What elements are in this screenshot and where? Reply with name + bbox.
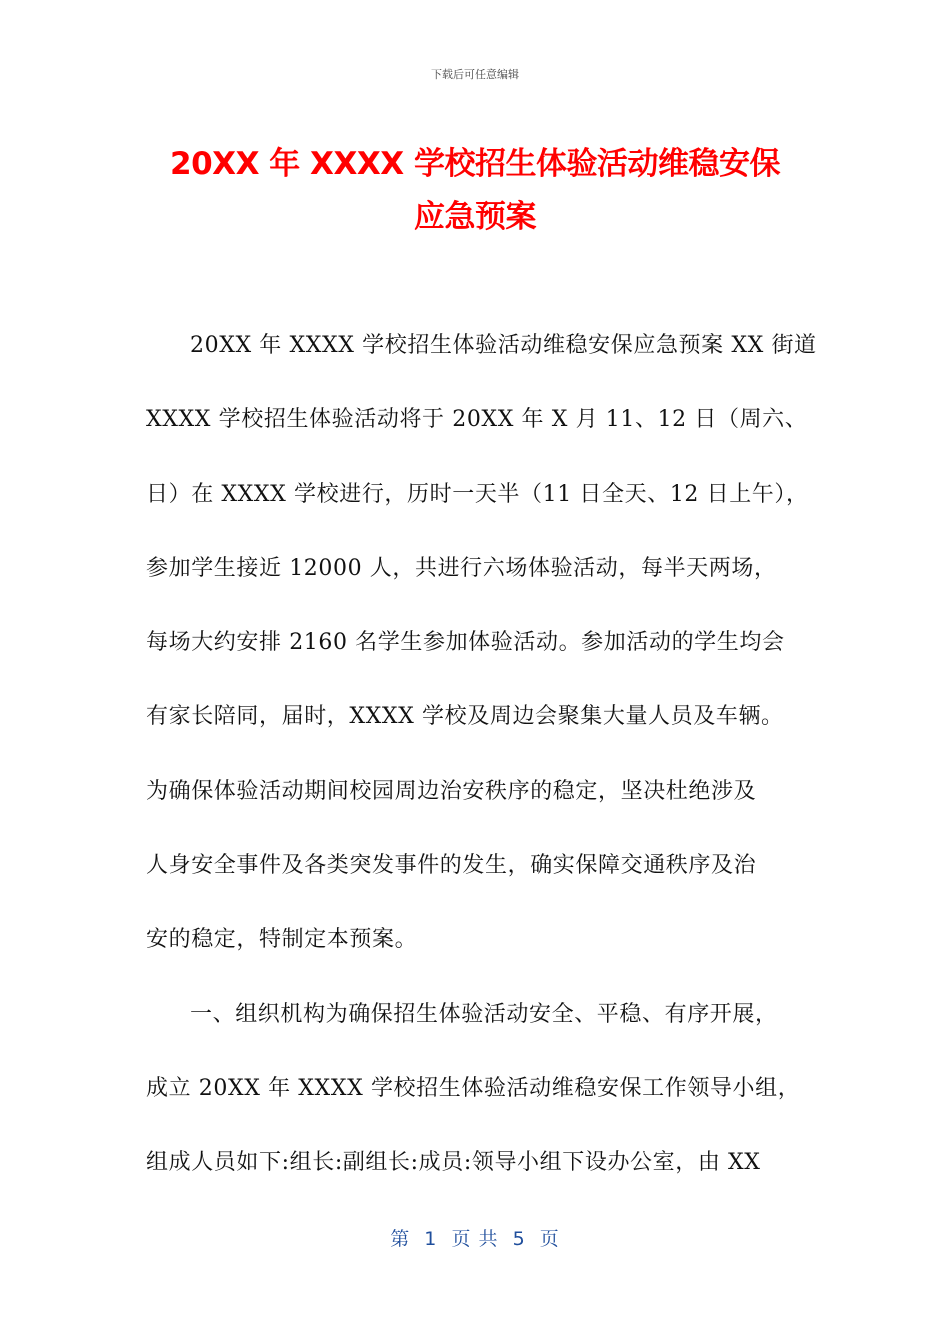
title-line-2: 应急预案 — [414, 199, 536, 235]
body-line: 20XX 年 XXXX 学校招生体验活动维稳安保应急预案 XX 街道 — [190, 333, 817, 358]
body-line: 安的稳定，特制定本预案。 — [146, 927, 418, 953]
title-line-1: 20XX 年 XXXX 学校招生体验活动维稳安保 — [170, 146, 780, 182]
body-line: 有家长陪同，届时，XXXX 学校及周边会聚集大量人员及车辆。 — [146, 704, 784, 730]
body-line: 成立 20XX 年 XXXX 学校招生体验活动维稳安保工作领导小组， — [146, 1075, 801, 1101]
download-note: 下载后可任意编辑 — [431, 68, 519, 81]
document-title — [130, 138, 820, 244]
body-line: 组成人员如下:组长:副组长:成员:领导小组下设办公室，由 XX — [146, 1150, 761, 1176]
body-line: 人身安全事件及各类突发事件的发生，确实保障交通秩序及治 — [146, 853, 757, 879]
body-line: 一、组织机构为确保招生体验活动安全、平稳、有序开展， — [190, 1001, 778, 1027]
body-line: 日）在 XXXX 学校进行，历时一天半（11 日全天、12 日上午）， — [146, 481, 809, 507]
body-line: 为确保体验活动期间校园周边治安秩序的稳定，坚决杜绝涉及 — [146, 778, 757, 804]
body-line: 每场大约安排 2160 名学生参加体验活动。参加活动的学生均会 — [146, 630, 785, 656]
body-line: 参加学生接近 12000 人，共进行六场体验活动，每半天两场， — [146, 555, 777, 581]
document-body — [146, 322, 817, 1214]
page-footer: 第 1 页 共 5 页 — [390, 1228, 560, 1250]
body-line: XXXX 学校招生体验活动将于 20XX 年 X 月 11、12 日（周六、 — [146, 407, 808, 433]
